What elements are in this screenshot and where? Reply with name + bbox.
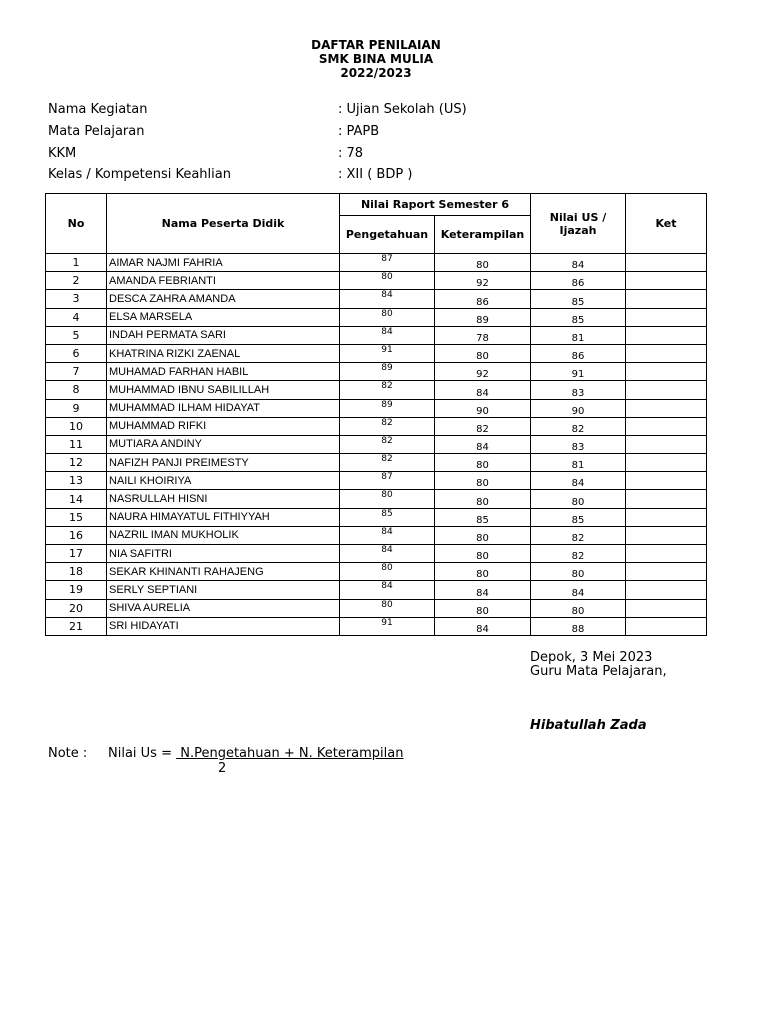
table-row — [46, 308, 707, 326]
cell-name: MUHAMAD FARHAN HABIL — [107, 363, 340, 381]
table-row — [46, 326, 707, 344]
cell-no: 11 — [46, 435, 107, 453]
table-row — [46, 399, 707, 417]
cell-pengetahuan: 80 — [340, 308, 435, 326]
cell-ket — [626, 472, 707, 490]
cell-no: 3 — [46, 290, 107, 308]
cell-nilai-us: 85 — [531, 290, 626, 308]
info-label: Kelas / Kompetensi Keahlian — [48, 167, 231, 183]
cell-keterampilan: 84 — [435, 617, 531, 635]
cell-name: MUHAMMAD IBNU SABILILLAH — [107, 381, 340, 399]
cell-no: 9 — [46, 399, 107, 417]
header-name: Nama Peserta Didik — [107, 194, 340, 254]
table-row — [46, 417, 707, 435]
info-label: Mata Pelajaran — [48, 124, 145, 140]
cell-name: ELSA MARSELA — [107, 308, 340, 326]
table-row — [46, 454, 707, 472]
cell-name: AMANDA FEBRIANTI — [107, 272, 340, 290]
grades-table-body — [46, 254, 707, 636]
info-value: : Ujian Sekolah (US) — [338, 102, 467, 118]
cell-ket — [626, 617, 707, 635]
info-row — [48, 142, 467, 164]
cell-keterampilan: 80 — [435, 472, 531, 490]
cell-pengetahuan: 80 — [340, 599, 435, 617]
header-us: Nilai US / Ijazah — [531, 194, 626, 254]
cell-no: 5 — [46, 326, 107, 344]
cell-ket — [626, 435, 707, 453]
cell-keterampilan: 92 — [435, 272, 531, 290]
info-block — [48, 99, 467, 186]
cell-no: 4 — [46, 308, 107, 326]
cell-pengetahuan: 80 — [340, 563, 435, 581]
table-row — [46, 599, 707, 617]
cell-name: NIA SAFITRI — [107, 545, 340, 563]
cell-no: 19 — [46, 581, 107, 599]
cell-keterampilan: 78 — [435, 326, 531, 344]
title-line-1: DAFTAR PENILAIAN — [311, 38, 441, 52]
cell-keterampilan: 80 — [435, 344, 531, 362]
cell-ket — [626, 272, 707, 290]
cell-keterampilan: 89 — [435, 308, 531, 326]
cell-name: SHIVA AURELIA — [107, 599, 340, 617]
cell-name: NAZRIL IMAN MUKHOLIK — [107, 526, 340, 544]
info-value: : PAPB — [338, 124, 380, 140]
document-title — [0, 38, 752, 80]
table-row — [46, 490, 707, 508]
header-group: Nilai Raport Semester 6 — [340, 194, 531, 216]
cell-ket — [626, 399, 707, 417]
table-row — [46, 545, 707, 563]
cell-keterampilan: 85 — [435, 508, 531, 526]
cell-keterampilan: 86 — [435, 290, 531, 308]
title-line-2: SMK BINA MULIA — [318, 52, 434, 66]
cell-ket — [626, 254, 707, 272]
cell-name: NAILI KHOIRIYA — [107, 472, 340, 490]
cell-name: DESCA ZAHRA AMANDA — [107, 290, 340, 308]
cell-ket — [626, 454, 707, 472]
cell-ket — [626, 290, 707, 308]
cell-ket — [626, 545, 707, 563]
cell-pengetahuan: 84 — [340, 290, 435, 308]
signature-block — [530, 651, 667, 679]
cell-keterampilan: 84 — [435, 381, 531, 399]
cell-no: 7 — [46, 363, 107, 381]
cell-no: 8 — [46, 381, 107, 399]
cell-nilai-us: 83 — [531, 435, 626, 453]
table-row — [46, 526, 707, 544]
cell-keterampilan: 80 — [435, 526, 531, 544]
table-row — [46, 617, 707, 635]
cell-nilai-us: 81 — [531, 326, 626, 344]
cell-name: MUHAMMAD ILHAM HIDAYAT — [107, 399, 340, 417]
cell-pengetahuan: 82 — [340, 435, 435, 453]
cell-pengetahuan: 84 — [340, 545, 435, 563]
cell-pengetahuan: 84 — [340, 581, 435, 599]
note-label: Note : — [48, 746, 88, 761]
formula-denominator: 2 — [218, 761, 227, 776]
cell-nilai-us: 91 — [531, 363, 626, 381]
cell-no: 1 — [46, 254, 107, 272]
cell-pengetahuan: 91 — [340, 344, 435, 362]
table-row — [46, 290, 707, 308]
table-row — [46, 563, 707, 581]
cell-no: 12 — [46, 454, 107, 472]
header-ket: Ket — [626, 194, 707, 254]
cell-ket — [626, 417, 707, 435]
place-date: Depok, 3 Mei 2023 — [530, 650, 653, 665]
cell-pengetahuan: 87 — [340, 472, 435, 490]
cell-nilai-us: 83 — [531, 381, 626, 399]
cell-ket — [626, 344, 707, 362]
cell-keterampilan: 80 — [435, 599, 531, 617]
cell-nilai-us: 80 — [531, 563, 626, 581]
cell-keterampilan: 80 — [435, 490, 531, 508]
formula-numerator: N.Pengetahuan + N. Keterampilan — [176, 746, 404, 761]
cell-pengetahuan: 84 — [340, 326, 435, 344]
cell-name: SEKAR KHINANTI RAHAJENG — [107, 563, 340, 581]
table-row — [46, 363, 707, 381]
cell-name: SERLY SEPTIANI — [107, 581, 340, 599]
title-line-3: 2022/2023 — [340, 66, 412, 80]
cell-nilai-us: 82 — [531, 417, 626, 435]
cell-nilai-us: 82 — [531, 545, 626, 563]
cell-pengetahuan: 82 — [340, 454, 435, 472]
cell-ket — [626, 563, 707, 581]
cell-ket — [626, 581, 707, 599]
table-row — [46, 581, 707, 599]
cell-no: 21 — [46, 617, 107, 635]
cell-nilai-us: 85 — [531, 508, 626, 526]
cell-name: MUTIARA ANDINY — [107, 435, 340, 453]
cell-no: 18 — [46, 563, 107, 581]
info-row — [48, 99, 467, 121]
cell-keterampilan: 84 — [435, 435, 531, 453]
cell-nilai-us: 82 — [531, 526, 626, 544]
table-row — [46, 254, 707, 272]
header-no: No — [46, 194, 107, 254]
cell-ket — [626, 381, 707, 399]
info-label: Nama Kegiatan — [48, 102, 148, 118]
cell-ket — [626, 308, 707, 326]
cell-pengetahuan: 82 — [340, 381, 435, 399]
header-pengetahuan: Pengetahuan — [340, 216, 435, 254]
note-block — [48, 746, 404, 776]
cell-pengetahuan: 82 — [340, 417, 435, 435]
signer-name: Hibatullah Zada — [530, 718, 647, 733]
cell-pengetahuan: 80 — [340, 272, 435, 290]
cell-ket — [626, 599, 707, 617]
cell-ket — [626, 508, 707, 526]
cell-name: SRI HIDAYATI — [107, 617, 340, 635]
cell-name: AIMAR NAJMI FAHRIA — [107, 254, 340, 272]
cell-keterampilan: 80 — [435, 454, 531, 472]
cell-nilai-us: 86 — [531, 272, 626, 290]
cell-keterampilan: 80 — [435, 563, 531, 581]
cell-nilai-us: 90 — [531, 399, 626, 417]
grades-table — [45, 193, 707, 636]
cell-keterampilan: 80 — [435, 254, 531, 272]
cell-no: 13 — [46, 472, 107, 490]
cell-no: 20 — [46, 599, 107, 617]
cell-pengetahuan: 87 — [340, 254, 435, 272]
table-row — [46, 344, 707, 362]
cell-ket — [626, 490, 707, 508]
table-row — [46, 508, 707, 526]
cell-no: 2 — [46, 272, 107, 290]
cell-nilai-us: 80 — [531, 490, 626, 508]
table-row — [46, 272, 707, 290]
signer-role: Guru Mata Pelajaran, — [530, 664, 667, 679]
cell-nilai-us: 84 — [531, 472, 626, 490]
cell-no: 6 — [46, 344, 107, 362]
info-value: : XII ( BDP ) — [338, 167, 413, 183]
cell-name: KHATRINA RIZKI ZAENAL — [107, 344, 340, 362]
cell-nilai-us: 80 — [531, 599, 626, 617]
cell-ket — [626, 326, 707, 344]
cell-name: INDAH PERMATA SARI — [107, 326, 340, 344]
cell-keterampilan: 92 — [435, 363, 531, 381]
cell-no: 14 — [46, 490, 107, 508]
cell-nilai-us: 85 — [531, 308, 626, 326]
cell-name: NAFIZH PANJI PREIMESTY — [107, 454, 340, 472]
cell-nilai-us: 81 — [531, 454, 626, 472]
cell-keterampilan: 90 — [435, 399, 531, 417]
table-row — [46, 381, 707, 399]
cell-no: 17 — [46, 545, 107, 563]
cell-keterampilan: 82 — [435, 417, 531, 435]
cell-pengetahuan: 80 — [340, 490, 435, 508]
cell-nilai-us: 84 — [531, 581, 626, 599]
cell-keterampilan: 80 — [435, 545, 531, 563]
info-row — [48, 164, 467, 186]
cell-no: 10 — [46, 417, 107, 435]
info-value: : 78 — [338, 145, 364, 161]
info-row — [48, 121, 467, 143]
cell-name: MUHAMMAD RIFKI — [107, 417, 340, 435]
cell-pengetahuan: 89 — [340, 399, 435, 417]
header-keterampilan: Keterampilan — [435, 216, 531, 254]
cell-ket — [626, 363, 707, 381]
cell-pengetahuan: 84 — [340, 526, 435, 544]
cell-no: 16 — [46, 526, 107, 544]
cell-nilai-us: 88 — [531, 617, 626, 635]
cell-pengetahuan: 85 — [340, 508, 435, 526]
cell-no: 15 — [46, 508, 107, 526]
cell-nilai-us: 86 — [531, 344, 626, 362]
formula-prefix: Nilai Us = — [108, 746, 177, 761]
table-row — [46, 472, 707, 490]
table-row — [46, 435, 707, 453]
cell-keterampilan: 84 — [435, 581, 531, 599]
cell-name: NASRULLAH HISNI — [107, 490, 340, 508]
info-label: KKM — [48, 145, 77, 161]
cell-name: NAURA HIMAYATUL FITHIYYAH — [107, 508, 340, 526]
cell-ket — [626, 526, 707, 544]
cell-nilai-us: 84 — [531, 254, 626, 272]
cell-pengetahuan: 91 — [340, 617, 435, 635]
cell-pengetahuan: 89 — [340, 363, 435, 381]
